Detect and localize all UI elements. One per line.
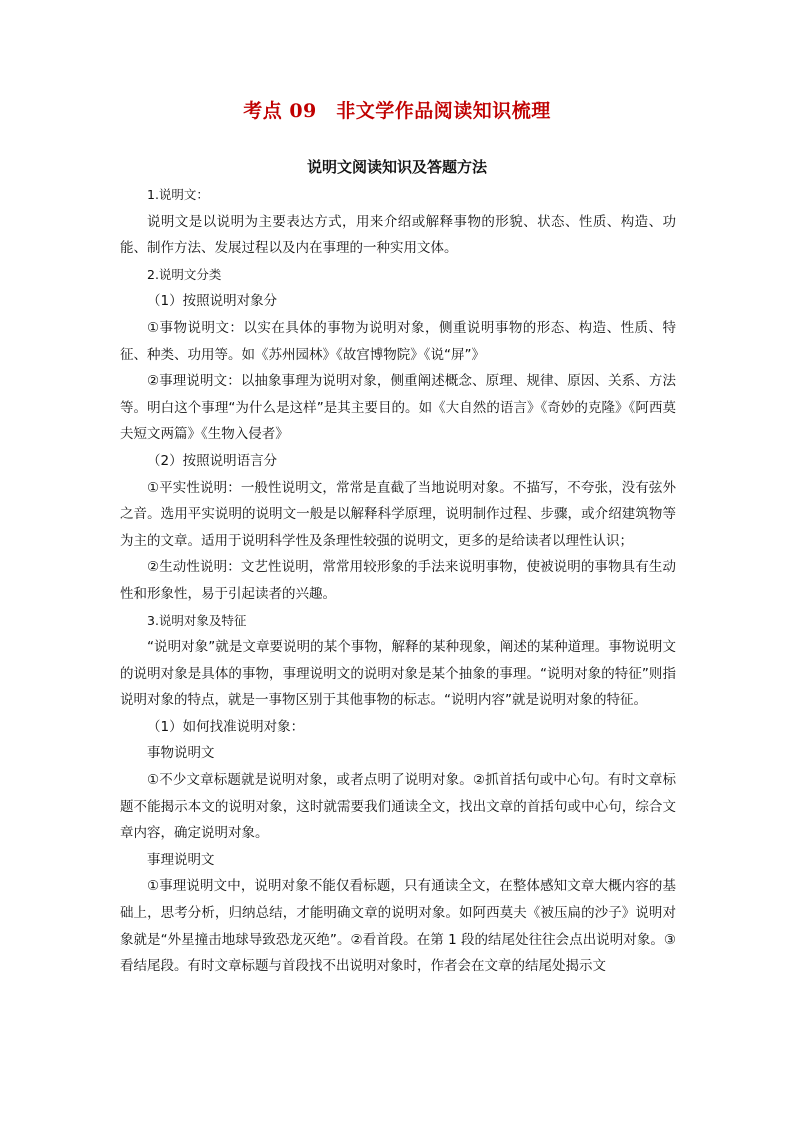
paragraph: ①事理说明文中，说明对象不能仅看标题，只有通读全文，在整体感知文章大概内容的基础上，思考分析，归纳总结，才能明确文章的说明对象。如阿西莫夫《被压扁的沙子》说明对象就是“外星撞击地球导致恐龙灭绝”。②看首段。在第 1 段的结尾处往往会点出说明对象。③看结尾段。有时文章标题与首段找不出说明对象时，作者会在文章的结尾处揭示文 — [120, 878, 676, 975]
paragraph: 1.说明文： — [147, 187, 209, 202]
paragraph: 3.说明对象及特征 — [147, 612, 247, 628]
section-title: 说明文阅读知识及答题方法 — [306, 158, 487, 176]
paragraph: ②事理说明文：以抽象事理为说明对象，侧重阐述概念、原理、规律、原因、关系、方法等。明白这个事理“为什么是这样”是其主要目的。如《大自然的语言》《奇妙的克隆》《阿西莫夫短文两篇》《生物入侵者》 — [120, 373, 676, 443]
paragraph: （1）如何找准说明对象： — [147, 718, 305, 735]
paragraph: ①平实性说明：一般性说明文，常常是直截了当地说明对象。不描写，不夸张，没有弦外之音。选用平实说明的说明文一般是以解释科学原理，说明制作过程、步骤，或介绍建筑物等为主的文章。适用于说明科学性及条理性较强的说明文，更多的是给读者以理性认识； — [120, 479, 676, 549]
page-title: 考点 09 非文学作品阅读知识梳理 — [243, 100, 551, 122]
paragraph: （1）按照说明对象分 — [147, 293, 278, 310]
paragraph: （2）按照说明语言分 — [147, 452, 278, 469]
paragraph: ①事物说明文：以实在具体的事物为说明对象，侧重说明事物的形态、构造、性质、特征、种类、功用等。如《苏州园林》《故宫博物院》《说“屏”》 — [120, 319, 676, 363]
paragraph: 2.说明文分类 — [147, 266, 222, 282]
paragraph: ①不少文章标题就是说明对象，或者点明了说明对象。②抓首括句或中心句。有时文章标题不能揭示本文的说明对象，这时就需要我们通读全文，找出文章的首括句或中心句，综合文章内容，确定说明对象。 — [120, 772, 676, 842]
document-body — [120, 182, 676, 980]
paragraph: “说明对象”就是文章要说明的某个事物，解释的某种现象，阐述的某种道理。事物说明文的说明对象是具体的事物，事理说明文的说明对象是某个抽象的事理。“说明对象的特征”则指说明对象的特点，就是一事物区别于其他事物的标志。“说明内容”就是说明对象的特征。 — [120, 639, 676, 709]
paragraph: ②生动性说明：文艺性说明，常常用较形象的手法来说明事物，使被说明的事物具有生动性和形象性，易于引起读者的兴趣。 — [120, 559, 676, 602]
paragraph: 事物说明文 — [147, 745, 215, 762]
paragraph: 事理说明文 — [147, 851, 215, 868]
paragraph: 说明文是以说明为主要表达方式，用来介绍或解释事物的形貌、状态、性质、构造、功能、制作方法、发展过程以及内在事理的一种实用文体。 — [120, 213, 676, 257]
